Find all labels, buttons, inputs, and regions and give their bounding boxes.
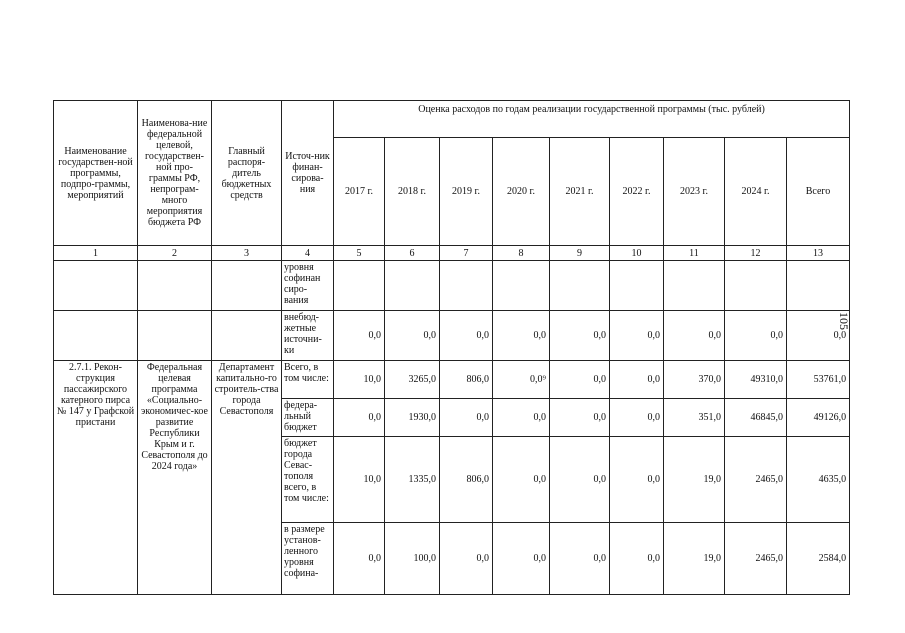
value-cell: 370,0 [664, 361, 725, 399]
value-cell: 0,0 [334, 523, 385, 595]
federal-program-cell: Федеральная целевая программа «Социально-экономичес-кое развитие Республики Крым и г. Севастополя до 2024 года» [138, 361, 212, 595]
value-cell: 2465,0 [725, 437, 787, 523]
column-number: 9 [550, 246, 610, 261]
value-cell: 0,0 [334, 311, 385, 361]
header-year: 2020 г. [493, 138, 550, 246]
column-number: 5 [334, 246, 385, 261]
column-number: 7 [440, 246, 493, 261]
header-year: 2023 г. [664, 138, 725, 246]
value-cell: 1930,0 [385, 399, 440, 437]
value-cell: 0,0 [610, 437, 664, 523]
value-cell: 0,0 [550, 437, 610, 523]
table-row [54, 261, 850, 311]
funding-source-cell: в размере установ-ленного уровня софина- [282, 523, 334, 595]
header-expense-estimate: Оценка расходов по годам реализации государственной программы (тыс. рублей) [334, 101, 850, 138]
value-cell: 53761,0 [787, 361, 850, 399]
value-cell: 0,0 [787, 311, 850, 361]
header-federal-program: Наименова-ние федеральной целевой, государствен-ной про-граммы РФ, непрограм-много мероприятия бюджета РФ [138, 101, 212, 246]
funding-source-cell: внебюд-жетные источни-ки [282, 311, 334, 361]
value-cell: 100,0 [385, 523, 440, 595]
value-cell [440, 261, 493, 311]
measure-name-cell: 2.7.1. Рекон-струкция пассажирского катерного пирса № 147 у Графской пристани [54, 361, 138, 595]
column-number: 1 [54, 246, 138, 261]
manager-cell: Департамент капитально-го строитель-ства города Севастополя [212, 361, 282, 595]
value-cell: 806,0 [440, 361, 493, 399]
value-cell: 0,0 [550, 399, 610, 437]
header-funding-source: Источ-ник финан-сирова-ния [282, 101, 334, 246]
column-number: 3 [212, 246, 282, 261]
value-cell: 0,0 [493, 523, 550, 595]
header-year: 2021 г. [550, 138, 610, 246]
empty-cell [138, 261, 212, 311]
value-cell: 49126,0 [787, 399, 850, 437]
value-cell: 0,0 [493, 311, 550, 361]
header-year: 2018 г. [385, 138, 440, 246]
value-cell: 806,0 [440, 437, 493, 523]
column-number: 11 [664, 246, 725, 261]
value-cell: 2465,0 [725, 523, 787, 595]
value-cell: 4635,0 [787, 437, 850, 523]
value-cell: 0,0 [385, 311, 440, 361]
column-number: 2 [138, 246, 212, 261]
value-cell: 0,0 [610, 311, 664, 361]
value-cell: 0,0 [550, 523, 610, 595]
header-program-name: Наименование государствен-ной программы, подпро-граммы, мероприятий [54, 101, 138, 246]
value-cell: 19,0 [664, 437, 725, 523]
value-cell: 351,0 [664, 399, 725, 437]
value-cell: 0,0 [610, 399, 664, 437]
column-number: 13 [787, 246, 850, 261]
value-cell: 1335,0 [385, 437, 440, 523]
budget-table [53, 100, 850, 595]
value-cell [610, 261, 664, 311]
value-cell: 0,0 [610, 361, 664, 399]
value-cell: 0,0 [493, 399, 550, 437]
value-cell [664, 261, 725, 311]
value-cell [385, 261, 440, 311]
table-row [54, 361, 850, 399]
empty-cell [138, 311, 212, 361]
value-cell: 0,0 [334, 399, 385, 437]
header-year: 2022 г. [610, 138, 664, 246]
header-total: Всего [787, 138, 850, 246]
column-number: 8 [493, 246, 550, 261]
value-cell [493, 261, 550, 311]
header-year: 2024 г. [725, 138, 787, 246]
value-cell: 19,0 [664, 523, 725, 595]
value-cell [334, 261, 385, 311]
value-cell: 0,0 [610, 523, 664, 595]
value-cell: 49310,0 [725, 361, 787, 399]
value-cell: 0,0 [440, 399, 493, 437]
value-cell: 46845,0 [725, 399, 787, 437]
funding-source-cell: федера-льный бюджет [282, 399, 334, 437]
empty-cell [212, 261, 282, 311]
table-row [54, 311, 850, 361]
value-cell: 10,0 [334, 361, 385, 399]
value-cell: 0,0 [664, 311, 725, 361]
header-year: 2019 г. [440, 138, 493, 246]
value-cell: 0,0 [440, 311, 493, 361]
value-cell [787, 261, 850, 311]
value-cell: 0,0 [440, 523, 493, 595]
value-cell: 0,0 [725, 311, 787, 361]
value-cell: 0,0 [493, 437, 550, 523]
column-number: 4 [282, 246, 334, 261]
column-number: 10 [610, 246, 664, 261]
page-number: 105 [837, 312, 851, 330]
value-cell: 3265,0 [385, 361, 440, 399]
header-year: 2017 г. [334, 138, 385, 246]
funding-source-cell: бюджет города Севас-тополя всего, в том числе: [282, 437, 334, 523]
value-cell [725, 261, 787, 311]
header-manager: Главный распоря-дитель бюджетных средств [212, 101, 282, 246]
value-cell: 0,0⁹ [493, 361, 550, 399]
empty-cell [54, 261, 138, 311]
value-cell: 0,0 [550, 311, 610, 361]
value-cell: 0,0 [550, 361, 610, 399]
funding-source-cell: Всего, в том числе: [282, 361, 334, 399]
empty-cell [54, 311, 138, 361]
funding-source-cell: уровня софинан сиро-вания [282, 261, 334, 311]
value-cell [550, 261, 610, 311]
empty-cell [212, 311, 282, 361]
value-cell: 2584,0 [787, 523, 850, 595]
column-number: 6 [385, 246, 440, 261]
column-number: 12 [725, 246, 787, 261]
value-cell: 10,0 [334, 437, 385, 523]
